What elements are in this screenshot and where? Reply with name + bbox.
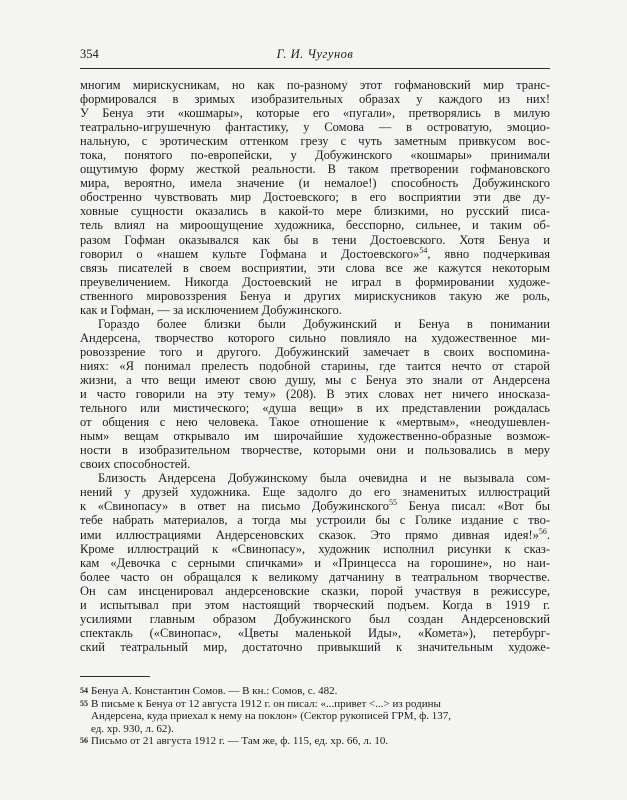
footnotes [80, 685, 550, 748]
footnote-text: В письме к Бенуа от 12 августа 1912 г. он писал: «...привет <...> из родины [91, 697, 441, 710]
body-text [80, 78, 550, 654]
footnote-number: 55 [80, 698, 88, 708]
footnote-text: Бенуа А. Константин Сомов. — В кн.: Сомов, с. 482. [91, 685, 338, 697]
text-line: разом Гофман оказывался как бы в тени Достоевского. Хотя Бенуа и [80, 232, 550, 247]
text-line: театрально-игрушечную фантастику, у Сомова — в островатую, эмоцио- [80, 120, 550, 135]
text-line: связь писателей в своем восприятии, эти слова все же кажутся некоторым [80, 260, 550, 275]
text-line: ховные сущности оказались в какой-то мере близкими, но русский писа- [80, 204, 550, 219]
footnote-number: 54 [80, 686, 88, 695]
text-line: усилиями главным образом Добужинского был создан Андерсеновский [80, 611, 550, 626]
text-line: ным» вещам открывало им широчайшие художественно-образные возмож- [80, 429, 550, 444]
footnote-text: ед. хр. 930, л. 62). [91, 722, 174, 735]
text-line: многим мирискусникам, но как по-разному этот гофмановский мир транс- [80, 78, 550, 92]
text-line: тока, понятого по-европейски, у Добужинского «кошмары» принимали [80, 148, 550, 163]
text-line: к «Свинопасу» в ответ на письмо Добужинского$^{55}$ Бенуа писал: «Вот бы [80, 498, 550, 514]
text-line: своих способностей. [80, 457, 191, 472]
text-line: тель влиял на мироощущение художника, бесспорно, сильнее, и таким об- [80, 218, 550, 233]
footnote-ref: 56 [538, 526, 547, 536]
text-line: Кроме иллюстраций к «Свинопасу», художник исполнил рисунки к сказ- [80, 541, 550, 556]
text-line: тебе набрать материалов, а тогда мы устроили бы с Голике издание с тво- [80, 513, 550, 528]
footnote [80, 685, 550, 698]
footnote [80, 735, 550, 748]
text-line: Андерсена, творчество которого сильно повлияло на художественное ми- [80, 330, 550, 345]
text-line: более часто он обращался к великому датчанину в театральном творчестве. [80, 569, 550, 584]
footnote [80, 698, 550, 736]
text-line: спектакль («Свинопас», «Цветы маленькой Иды», «Комета»), петербург- [80, 625, 550, 640]
footnote-ref: 54 [419, 245, 428, 255]
text-line: нений у друзей художника. Еще задолго до его знаменитых иллюстраций [80, 485, 550, 500]
footnote-ref: 55 [388, 498, 397, 508]
text-line: У Бенуа эти «кошмары», которые его «пугали», претворялись в милую [80, 106, 550, 121]
text-line: кам «Девочка с серными спичками» и «Принцесса на горошине», но наи- [80, 555, 550, 570]
footnote-text: Письмо от 21 августа 1912 г. — Там же, ф. 115, ед. хр. 66, л. 10. [91, 735, 389, 748]
text-line: нальную, с эротическим оттенком грезу с чуть заметным привкусом вос- [80, 134, 550, 149]
text-line: формировался в зримых изобразительных образах у каждого из них! [80, 92, 550, 107]
text-line: и часто говорили на эту тему» (208). В этих словах нет ничего иносказа- [80, 387, 550, 402]
text-line: жизни, а что вещи имеют свою душу, мы с Бенуа это знали от Андерсена [80, 372, 550, 387]
page-number: 354 [80, 47, 99, 61]
text-line: Гораздо более близки были Добужинский и Бенуа в понимании [98, 316, 550, 331]
text-line: как и Гофман, — за исключением Добужинского. [80, 302, 342, 317]
text-line: обостренно чувствовать мир Достоевского; в его восприятии эти две ду- [80, 190, 550, 205]
text-line: и испытывал при этом настоящий творческий подъем. Когда в 1919 г. [80, 597, 550, 612]
text-line: преувеличением. Никогда Достоевский не играл в формировании художе- [80, 274, 550, 289]
footnote-text: Андерсена, куда приехал к нему на поклон» (Сектор рукописей ГРМ, ф. 137, [91, 710, 451, 723]
text-line: ственного мировоззрения Бенуа и других мирискусников такую же роль, [80, 288, 550, 303]
footnote-rule [80, 676, 150, 677]
running-title: Г. И. Чугунов [276, 47, 354, 61]
text-line: ниях: «Я понимал прелесть подобной старины, где таится нечто от старой [80, 358, 550, 373]
footnote-number: 56 [80, 736, 88, 746]
text-line: Он сам инсценировал андерсеновские сказки, порой участвуя в режиссуре, [80, 583, 550, 598]
text-line: говорил о «нашем культе Гофмана и Достоевского»$^{54}$, явно подчеркивая [80, 245, 550, 261]
header-rule [80, 68, 550, 69]
text-line: ровоззрение того и другого. Добужинский замечает в своих воспомина- [80, 344, 550, 359]
text-line: ими иллюстрациями Андерсеновских сказок. Это прямо дивная идея!»$^{56}$. [80, 526, 550, 542]
text-line: от общения с нею человека. Такое отношение к «мертвым», «неодушевлен- [80, 415, 550, 430]
text-line: тельного или мистического; «душа вещи» в их представлении рождалась [80, 401, 550, 416]
text-line: Близость Андерсена Добужинскому была очевидна и не вызывала сом- [98, 471, 550, 486]
text-line: мира, вероятно, имела значение (и немалое!) способность Добужинского [80, 176, 550, 191]
text-line: ощутимую форму жесткой реальности. В таком претворении гофмановского [80, 162, 550, 177]
page-header [80, 47, 550, 65]
text-line: ский театральный мир, достаточно привыкший к значительным художе- [80, 639, 550, 654]
text-line: ности в изобразительном творчестве, которыми они и пользовались в меру [80, 443, 550, 458]
